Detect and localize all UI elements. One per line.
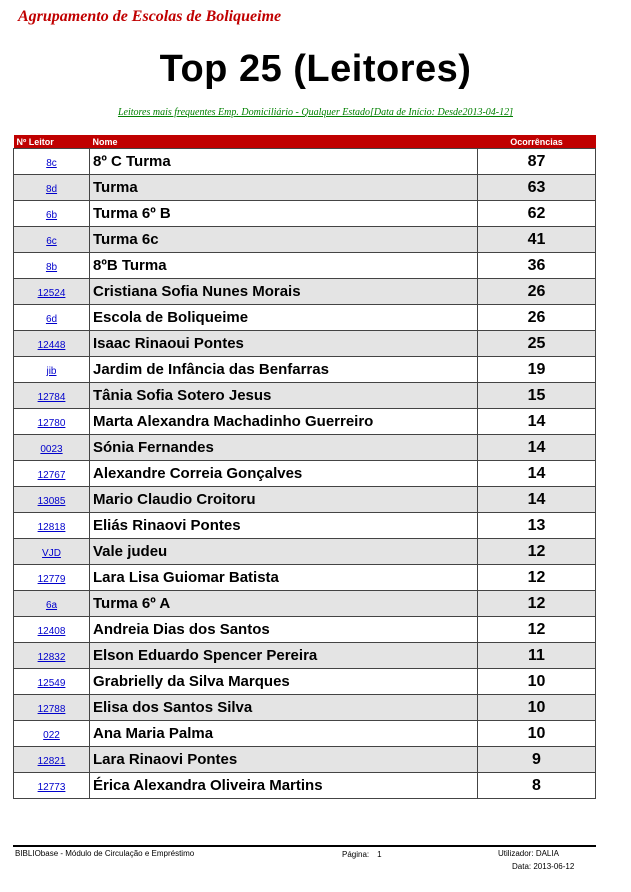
occurrences-cell: 11 <box>478 643 596 669</box>
reader-number-cell <box>14 383 90 409</box>
reader-number-cell <box>14 565 90 591</box>
footer-date <box>512 862 574 871</box>
reader-number-cell <box>14 539 90 565</box>
table-row <box>14 227 596 253</box>
reader-number-cell <box>14 461 90 487</box>
reader-name-cell: Turma <box>90 175 478 201</box>
occurrences-cell: 13 <box>478 513 596 539</box>
reader-name-cell: 8º C Turma <box>90 149 478 175</box>
reader-name-cell: Vale judeu <box>90 539 478 565</box>
table-row <box>14 331 596 357</box>
occurrences-cell: 14 <box>478 461 596 487</box>
reader-number-link[interactable]: jib <box>46 365 57 377</box>
occurrences-cell: 10 <box>478 695 596 721</box>
report-subtitle: Leitores mais frequentes Emp. Domiciliário - Qualquer Estado[Data de Início: Desde2013-04-12] <box>117 107 514 118</box>
occurrences-cell: 8 <box>478 773 596 799</box>
table-row <box>14 643 596 669</box>
occurrences-cell: 26 <box>478 279 596 305</box>
occurrences-cell: 62 <box>478 201 596 227</box>
reader-number-link[interactable]: VJD <box>42 547 61 559</box>
table-row <box>14 591 596 617</box>
user-value: DALIA <box>535 849 559 858</box>
table-row <box>14 383 596 409</box>
reader-name-cell: Lara Lisa Guiomar Batista <box>90 565 478 591</box>
reader-number-cell <box>14 227 90 253</box>
reader-number-link[interactable]: 8d <box>45 183 58 195</box>
reader-number-cell <box>14 331 90 357</box>
reader-name-cell: Elson Eduardo Spencer Pereira <box>90 643 478 669</box>
reader-name-cell: Tânia Sofia Sotero Jesus <box>90 383 478 409</box>
reader-name-cell: Sónia Fernandes <box>90 435 478 461</box>
reader-number-link[interactable]: 12788 <box>37 703 66 715</box>
reader-number-link[interactable]: 12780 <box>37 417 66 429</box>
reader-name-cell: Turma 6º B <box>90 201 478 227</box>
reader-number-cell <box>14 721 90 747</box>
reader-number-link[interactable]: 6b <box>45 209 58 221</box>
table-row <box>14 461 596 487</box>
page-label: Página: <box>342 850 370 859</box>
occurrences-cell: 15 <box>478 383 596 409</box>
reader-number-link[interactable]: 8c <box>46 157 57 169</box>
reader-number-cell <box>14 253 90 279</box>
footer-divider <box>13 845 596 847</box>
column-header-name: Nome <box>90 135 478 149</box>
table-header-row <box>14 135 596 149</box>
table-row <box>14 721 596 747</box>
reader-number-cell <box>14 357 90 383</box>
occurrences-cell: 12 <box>478 539 596 565</box>
table-row <box>14 201 596 227</box>
table-body <box>14 149 596 799</box>
column-header-occurrences: Ocorrências <box>478 135 596 149</box>
occurrences-cell: 63 <box>478 175 596 201</box>
reader-number-link[interactable]: 12773 <box>37 781 66 793</box>
reader-name-cell: Turma 6º A <box>90 591 478 617</box>
reader-number-link[interactable]: 12448 <box>37 339 66 351</box>
reader-name-cell: Cristiana Sofia Nunes Morais <box>90 279 478 305</box>
reader-number-link[interactable]: 12549 <box>37 677 66 689</box>
reader-number-cell <box>14 487 90 513</box>
occurrences-cell: 14 <box>478 409 596 435</box>
date-label: Data: <box>512 862 532 871</box>
reader-name-cell: Ana Maria Palma <box>90 721 478 747</box>
reader-name-cell: Turma 6c <box>90 227 478 253</box>
reader-number-cell <box>14 617 90 643</box>
table-row <box>14 669 596 695</box>
occurrences-cell: 10 <box>478 721 596 747</box>
readers-table <box>13 135 596 799</box>
occurrences-cell: 26 <box>478 305 596 331</box>
school-name: Agrupamento de Escolas de Boliqueime <box>18 8 282 25</box>
reader-number-link[interactable]: 12818 <box>37 521 66 533</box>
reader-number-link[interactable]: 12832 <box>37 651 66 663</box>
reader-number-cell <box>14 149 90 175</box>
user-label: Utilizador: <box>498 849 534 858</box>
reader-number-cell <box>14 279 90 305</box>
occurrences-cell: 41 <box>478 227 596 253</box>
occurrences-cell: 87 <box>478 149 596 175</box>
reader-number-link[interactable]: 022 <box>43 729 60 741</box>
column-header-reader-number: Nº Leitor <box>14 135 90 149</box>
reader-name-cell: Marta Alexandra Machadinho Guerreiro <box>90 409 478 435</box>
report-title: Top 25 (Leitores) <box>159 48 472 90</box>
reader-number-link[interactable]: 13085 <box>37 495 66 507</box>
reader-name-cell: Eliás Rinaovi Pontes <box>90 513 478 539</box>
reader-number-link[interactable]: 12784 <box>37 391 66 403</box>
reader-number-cell <box>14 305 90 331</box>
reader-number-cell <box>14 643 90 669</box>
table-row <box>14 175 596 201</box>
occurrences-cell: 25 <box>478 331 596 357</box>
reader-number-cell <box>14 435 90 461</box>
reader-number-cell <box>14 513 90 539</box>
reader-number-cell <box>14 409 90 435</box>
table-row <box>14 617 596 643</box>
reader-name-cell: Jardim de Infância das Benfarras <box>90 357 478 383</box>
occurrences-cell: 36 <box>478 253 596 279</box>
reader-number-cell <box>14 695 90 721</box>
table-row <box>14 773 596 799</box>
reader-number-link[interactable]: 6a <box>45 599 58 611</box>
reader-number-link[interactable]: 12767 <box>37 469 66 481</box>
table-row <box>14 149 596 175</box>
table-row <box>14 747 596 773</box>
reader-number-link[interactable]: 12779 <box>37 573 66 585</box>
table-row <box>14 435 596 461</box>
table-row <box>14 279 596 305</box>
reader-number-link[interactable]: 6c <box>46 235 57 247</box>
occurrences-cell: 12 <box>478 565 596 591</box>
table-row <box>14 565 596 591</box>
footer-page <box>342 850 382 859</box>
footer-module: BIBLIObase - Módulo de Circulação e Empréstimo <box>15 849 195 858</box>
table-row <box>14 357 596 383</box>
occurrences-cell: 19 <box>478 357 596 383</box>
table-row <box>14 253 596 279</box>
reader-name-cell: Lara Rinaovi Pontes <box>90 747 478 773</box>
reader-number-link[interactable]: 12408 <box>37 625 66 637</box>
date-value: 2013-06-12 <box>533 862 575 871</box>
table-row <box>14 305 596 331</box>
table-row <box>14 409 596 435</box>
reader-name-cell: Andreia Dias dos Santos <box>90 617 478 643</box>
table-row <box>14 513 596 539</box>
reader-name-cell: 8ºB Turma <box>90 253 478 279</box>
reader-number-cell <box>14 201 90 227</box>
reader-name-cell: Isaac Rinaoui Pontes <box>90 331 478 357</box>
occurrences-cell: 9 <box>478 747 596 773</box>
page-number: 1 <box>377 850 382 859</box>
reader-name-cell: Alexandre Correia Gonçalves <box>90 461 478 487</box>
reader-number-link[interactable]: 12524 <box>37 287 66 299</box>
reader-number-cell <box>14 669 90 695</box>
occurrences-cell: 10 <box>478 669 596 695</box>
reader-number-link[interactable]: 12821 <box>37 755 66 767</box>
reader-number-cell <box>14 747 90 773</box>
reader-name-cell: Grabrielly da Silva Marques <box>90 669 478 695</box>
reader-number-cell <box>14 591 90 617</box>
table-row <box>14 539 596 565</box>
reader-name-cell: Mario Claudio Croitoru <box>90 487 478 513</box>
occurrences-cell: 14 <box>478 487 596 513</box>
reader-number-cell <box>14 773 90 799</box>
reader-name-cell: Escola de Boliqueime <box>90 305 478 331</box>
occurrences-cell: 12 <box>478 591 596 617</box>
reader-name-cell: Elisa dos Santos Silva <box>90 695 478 721</box>
footer-user <box>498 849 559 858</box>
reader-number-link[interactable]: 6d <box>45 313 58 325</box>
occurrences-cell: 12 <box>478 617 596 643</box>
reader-number-cell <box>14 175 90 201</box>
occurrences-cell: 14 <box>478 435 596 461</box>
reader-number-link[interactable]: 8b <box>45 261 58 273</box>
table-row <box>14 487 596 513</box>
table-row <box>14 695 596 721</box>
reader-number-link[interactable]: 0023 <box>40 443 63 455</box>
reader-name-cell: Érica Alexandra Oliveira Martins <box>90 773 478 799</box>
